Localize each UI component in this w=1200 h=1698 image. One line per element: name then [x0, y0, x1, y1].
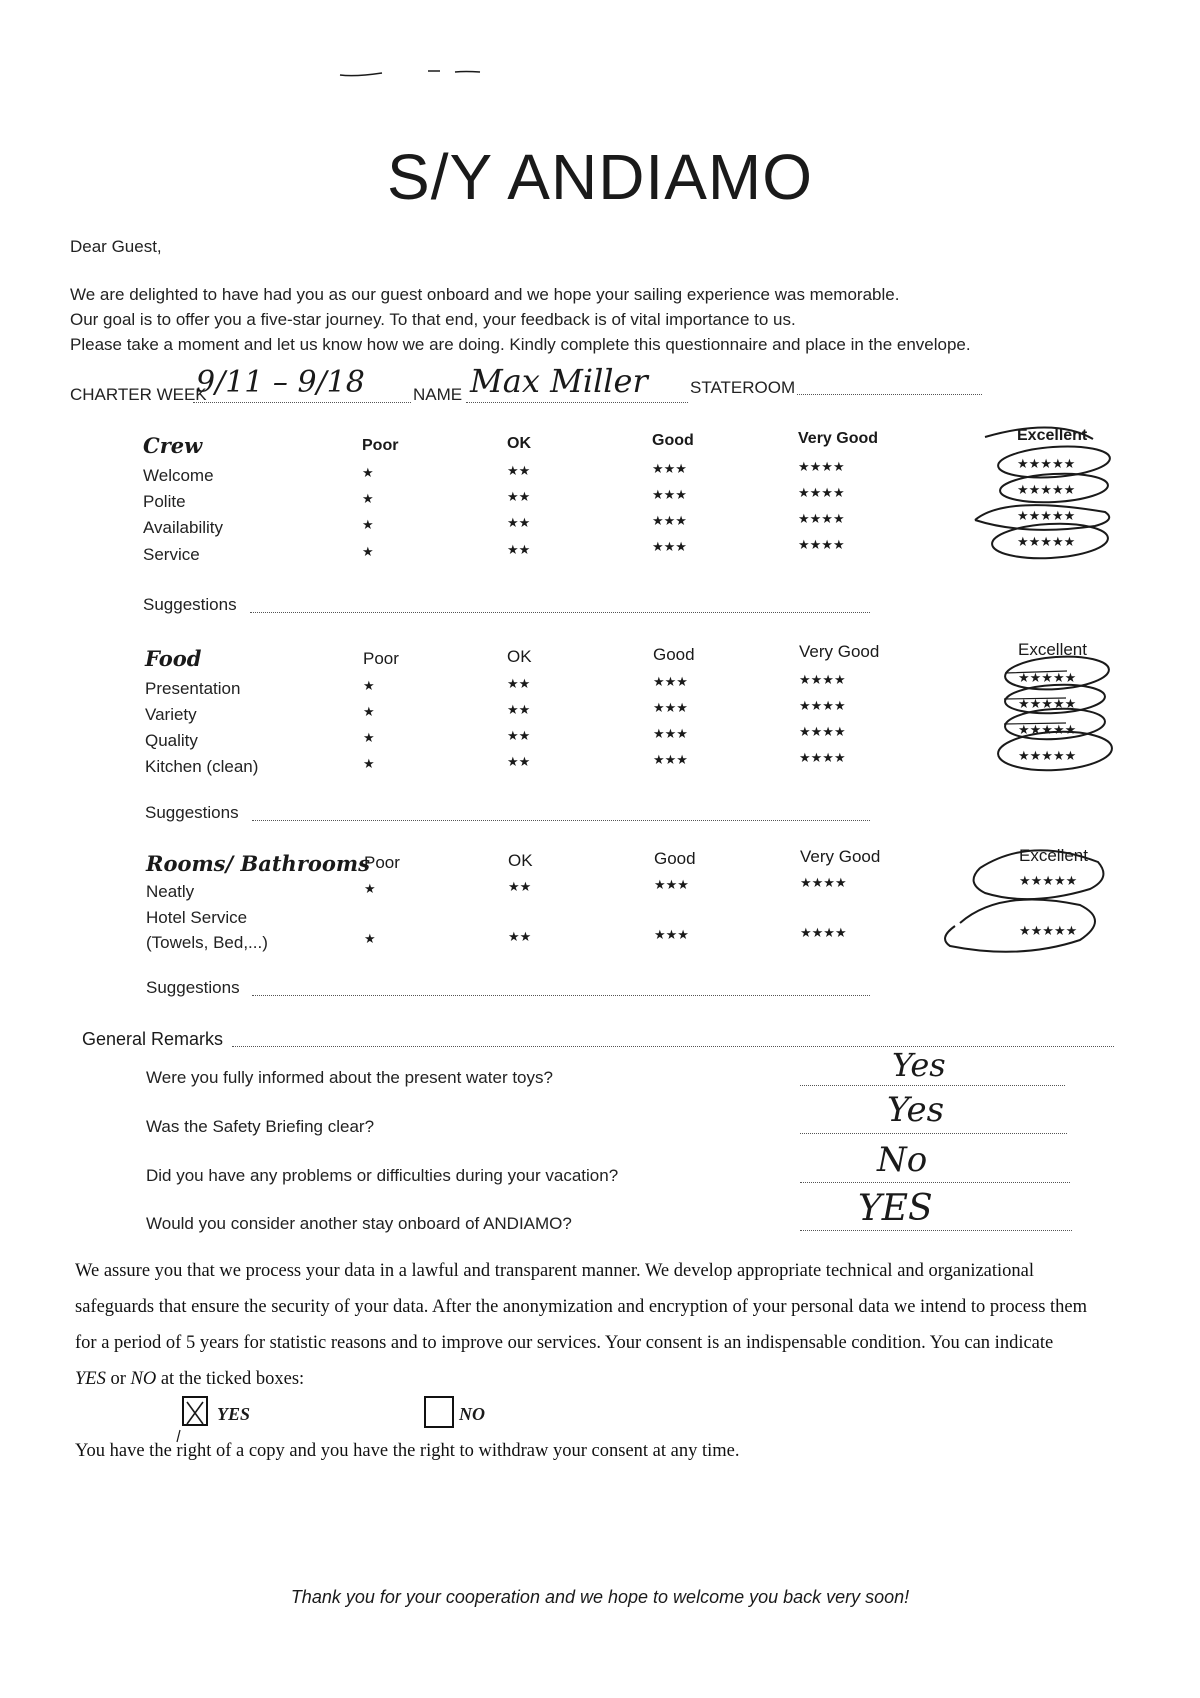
- section-title-food: Food: [145, 646, 202, 671]
- rooms-suggestions-field[interactable]: [252, 995, 870, 996]
- rating-star-5[interactable]: ★★★★★: [1017, 456, 1076, 471]
- rating-star-3[interactable]: ★★★: [653, 674, 688, 689]
- general-remarks-label: General Remarks: [82, 1029, 224, 1049]
- rating-star-1[interactable]: ★: [364, 881, 376, 896]
- rating-star-2[interactable]: ★★: [508, 929, 532, 944]
- rating-star-4[interactable]: ★★★★: [799, 724, 846, 739]
- rating-star-1[interactable]: ★: [363, 704, 375, 719]
- rating-star-4[interactable]: ★★★★: [798, 511, 845, 526]
- crew-suggestions-label: Suggestions: [143, 595, 237, 614]
- question-problems: Did you have any problems or difficulties during your vacation?: [146, 1166, 619, 1185]
- thank-you-note: Thank you for your cooperation and we hope to welcome you back very soon!: [290, 1587, 910, 1607]
- rating-star-3[interactable]: ★★★: [652, 461, 687, 476]
- rating-star-4[interactable]: ★★★★: [798, 485, 845, 500]
- rating-star-1[interactable]: ★: [363, 730, 375, 745]
- answer-another-stay[interactable]: YES: [858, 1188, 933, 1229]
- rooms-item-hotel-service: Hotel Service: [146, 908, 248, 927]
- food-suggestions-label: Suggestions: [145, 803, 239, 822]
- charter-week-label: CHARTER WEEK: [70, 385, 207, 404]
- rating-star-5[interactable]: ★★★★★: [1017, 482, 1076, 497]
- question-another-stay: Would you consider another stay onboard of ANDIAMO?: [146, 1214, 572, 1233]
- rating-star-2[interactable]: ★★: [508, 879, 532, 894]
- rooms-item-neatly: Neatly: [146, 882, 195, 901]
- rating-star-5[interactable]: ★★★★★: [1018, 722, 1077, 737]
- question-water-toys: Were you fully informed about the present water toys?: [146, 1068, 553, 1087]
- rating-star-2[interactable]: ★★: [507, 754, 531, 769]
- rating-star-5[interactable]: ★★★★★: [1018, 696, 1077, 711]
- privacy-line-2: safeguards that ensure the security of your data. After the anonymization and encryption of your personal data we intend to process them: [75, 1297, 1088, 1317]
- col-very-good: Very Good: [800, 847, 881, 866]
- crew-suggestions-field[interactable]: [250, 612, 870, 613]
- page-title: S/Y ANDIAMO: [387, 141, 813, 213]
- crew-item-polite: Polite: [143, 492, 186, 511]
- name-field[interactable]: Max Miller: [470, 362, 648, 400]
- consent-no-label: NO: [459, 1404, 485, 1424]
- privacy-line-3: for a period of 5 years for statistic reasons and to improve our services. Your consent is an indispensable condition. You can indicate: [75, 1333, 1054, 1353]
- rating-star-1[interactable]: ★: [363, 756, 375, 771]
- charter-week-field[interactable]: 9/11 – 9/18: [196, 365, 365, 400]
- rating-star-1[interactable]: ★: [362, 491, 374, 506]
- rating-star-4[interactable]: ★★★★: [798, 459, 845, 474]
- col-excellent: Excellent: [1019, 846, 1088, 865]
- col-good: Good: [654, 849, 696, 868]
- rating-star-3[interactable]: ★★★: [652, 487, 687, 502]
- col-ok: OK: [507, 647, 532, 666]
- privacy-line-1: We assure you that we process your data in a lawful and transparent manner. We develop appropriate technical and organizational: [75, 1261, 1035, 1281]
- privacy-line-4: YES or NO at the ticked boxes:: [75, 1369, 305, 1389]
- general-remarks-field[interactable]: [232, 1046, 1114, 1047]
- rating-star-4[interactable]: ★★★★: [800, 875, 847, 890]
- rating-star-1[interactable]: ★: [362, 544, 374, 559]
- rating-star-2[interactable]: ★★: [507, 489, 531, 504]
- rating-star-3[interactable]: ★★★: [653, 752, 688, 767]
- col-ok: OK: [508, 851, 533, 870]
- rating-star-5[interactable]: ★★★★★: [1017, 534, 1076, 549]
- rating-star-2[interactable]: ★★: [507, 702, 531, 717]
- rating-star-4[interactable]: ★★★★: [798, 537, 845, 552]
- answer-problems[interactable]: No: [877, 1140, 928, 1180]
- rating-star-5[interactable]: ★★★★★: [1019, 873, 1078, 888]
- food-suggestions-field[interactable]: [252, 820, 870, 821]
- answer-water-toys[interactable]: Yes: [892, 1046, 946, 1084]
- food-item-presentation: Presentation: [145, 679, 241, 698]
- consent-yes-label: YES: [217, 1404, 251, 1424]
- rooms-suggestions-label: Suggestions: [146, 978, 240, 997]
- crew-item-service: Service: [143, 545, 200, 564]
- rooms-item-towels-bed: (Towels, Bed,...): [146, 933, 268, 952]
- rating-star-3[interactable]: ★★★: [652, 539, 687, 554]
- col-excellent: Excellent: [1017, 427, 1088, 444]
- stateroom-field[interactable]: [797, 394, 982, 395]
- crew-item-welcome: Welcome: [143, 466, 214, 485]
- rating-star-3[interactable]: ★★★: [652, 513, 687, 528]
- col-very-good: Very Good: [799, 642, 880, 661]
- stateroom-label: STATEROOM: [690, 378, 796, 397]
- crew-item-availability: Availability: [143, 518, 224, 537]
- rating-star-2[interactable]: ★★: [507, 542, 531, 557]
- greeting: Dear Guest,: [70, 237, 162, 256]
- rating-star-3[interactable]: ★★★: [653, 700, 688, 715]
- question-safety-briefing: Was the Safety Briefing clear?: [146, 1117, 375, 1136]
- rating-star-2[interactable]: ★★: [507, 463, 531, 478]
- rating-star-4[interactable]: ★★★★: [799, 698, 846, 713]
- rating-star-1[interactable]: ★: [362, 465, 374, 480]
- rating-star-1[interactable]: ★: [363, 678, 375, 693]
- col-poor: Poor: [364, 853, 400, 872]
- intro-line-1: We are delighted to have had you as our guest onboard and we hope your sailing experience was memorable.: [70, 285, 900, 304]
- rating-star-5[interactable]: ★★★★★: [1018, 748, 1077, 763]
- consent-no-checkbox[interactable]: [424, 1396, 454, 1428]
- col-poor: Poor: [362, 437, 399, 454]
- rating-star-2[interactable]: ★★: [507, 515, 531, 530]
- rating-star-4[interactable]: ★★★★: [799, 750, 846, 765]
- rating-star-3[interactable]: ★★★: [653, 726, 688, 741]
- name-label: NAME: [413, 385, 463, 404]
- col-poor: Poor: [363, 649, 399, 668]
- food-item-quality: Quality: [145, 731, 198, 750]
- rating-star-5[interactable]: ★★★★★: [1018, 670, 1077, 685]
- answer-safety-briefing[interactable]: Yes: [887, 1090, 945, 1130]
- col-ok: OK: [507, 435, 531, 452]
- col-excellent: Excellent: [1018, 640, 1087, 659]
- rating-star-5[interactable]: ★★★★★: [1017, 508, 1076, 523]
- food-item-kitchen: Kitchen (clean): [145, 757, 259, 776]
- withdraw-consent-text: You have the right of a copy and you have the right to withdraw your consent at any time.: [75, 1441, 740, 1461]
- section-title-rooms: Rooms/ Bathrooms: [146, 851, 370, 876]
- intro-line-3: Please take a moment and let us know how we are doing. Kindly complete this questionnaire and place in the envelope.: [70, 335, 971, 354]
- rating-star-2[interactable]: ★★: [507, 676, 531, 691]
- rating-star-5[interactable]: ★★★★★: [1019, 923, 1078, 938]
- food-item-variety: Variety: [145, 705, 197, 724]
- consent-yes-checkbox[interactable]: [182, 1396, 208, 1426]
- rating-star-3[interactable]: ★★★: [654, 877, 689, 892]
- rating-star-1[interactable]: ★: [362, 517, 374, 532]
- section-title-crew: Crew: [143, 433, 203, 458]
- rating-star-1[interactable]: ★: [364, 931, 376, 946]
- col-good: Good: [652, 432, 694, 449]
- rating-star-2[interactable]: ★★: [507, 728, 531, 743]
- rating-star-4[interactable]: ★★★★: [800, 925, 847, 940]
- col-very-good: Very Good: [798, 430, 879, 447]
- rating-star-4[interactable]: ★★★★: [799, 672, 846, 687]
- rating-star-3[interactable]: ★★★: [654, 927, 689, 942]
- intro-line-2: Our goal is to offer you a five-star journey. To that end, your feedback is of vital importance to us.: [70, 310, 796, 329]
- col-good: Good: [653, 645, 695, 664]
